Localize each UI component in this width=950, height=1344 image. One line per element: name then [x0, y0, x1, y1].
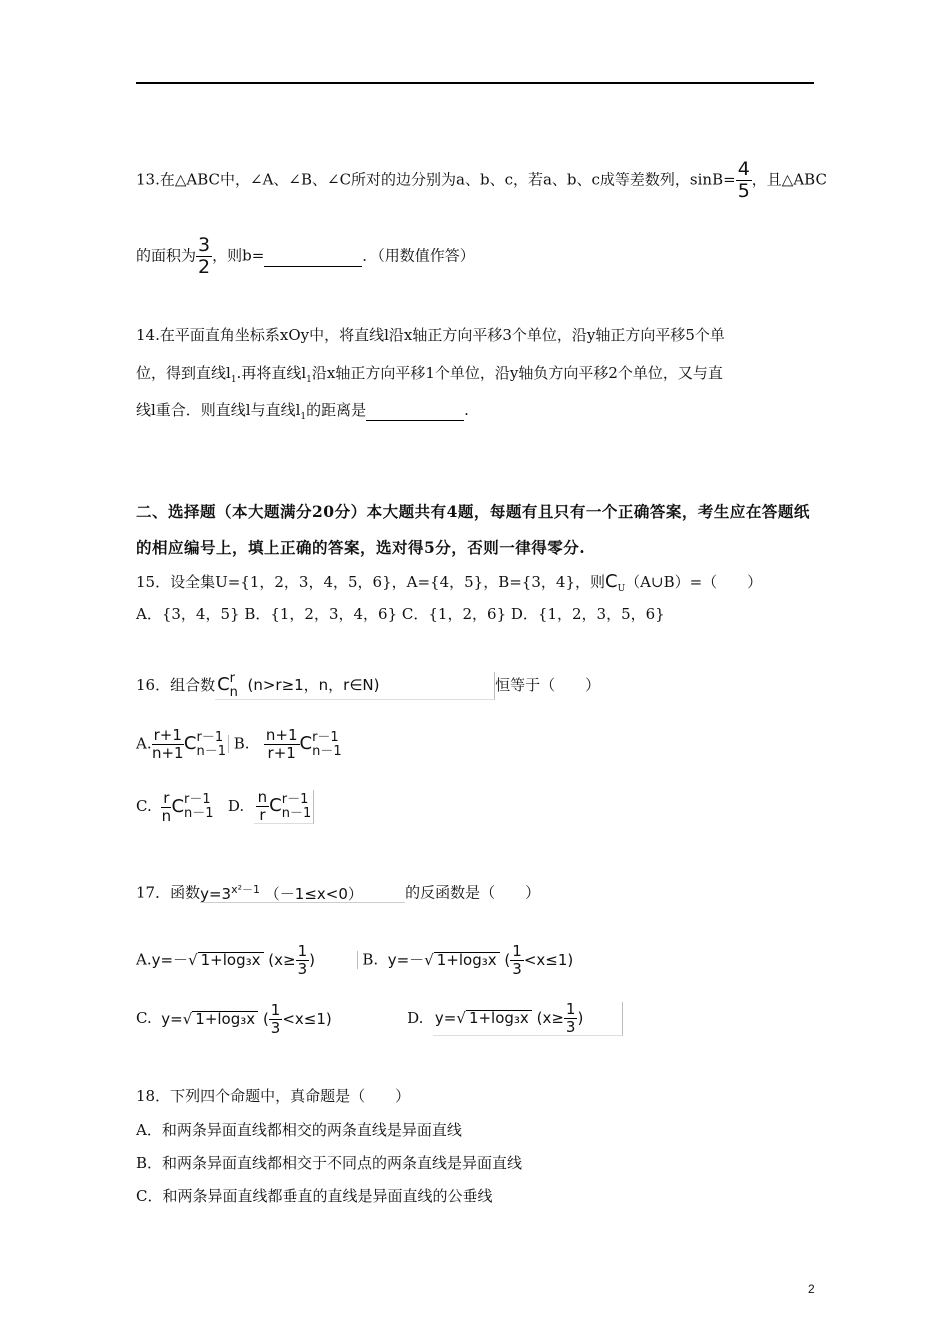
fraction-four-fifths: $\frac{4}{5}$	[737, 158, 750, 202]
page-number: 2	[808, 1282, 815, 1296]
q17-option-c-formula: y=√ 1+log₃x ( $\frac{1}{3}$ <x≤1)	[161, 1000, 332, 1037]
q17-option-d-formula: y=√ 1+log₃x (x≥ $\frac{1}{3}$ )	[433, 1002, 623, 1036]
fraction-three-halves: $\frac{3}{2}$	[198, 234, 211, 278]
q16-options-ab: A. $\frac{r+1}{n+1}$ C r－1 n－1 B. $\frac{n+1}{r+1}$ C r－1 n－1	[136, 726, 342, 762]
q14-line2: 位，得到直线$l_1$.再将直线$l_1$沿x轴正方向平移1个单位，沿y轴负方向平移2个单位，又与直	[136, 364, 723, 385]
answer-blank[interactable]	[366, 405, 464, 421]
q16-options-cd: C. $\frac{r}{n}$ C r－1 n－1 D. $\frac{n}{r}$ C r－1 n－1	[136, 790, 314, 824]
q13-line2: 的面积为 $\frac{3}{2}$ ，则b= ．（用数值作答）	[136, 234, 475, 278]
q17-options-ab: A.y=－√ 1+log₃x (x≥ $\frac{1}{3}$ ) B. y=－√ 1+log₃x ( $\frac{1}{3}$ <x≤1)	[136, 942, 574, 978]
q17-option-a-formula: y=－√ 1+log₃x (x≥ $\frac{1}{3}$ )	[151, 942, 315, 978]
combination-formula-image: C r n (n>r≥1，n，r∈N)	[215, 672, 495, 700]
q18-option-b: B．和两条异面直线都相交于不同点的两条直线是异面直线	[136, 1154, 523, 1172]
q15-stem: 15．设全集U={1，2，3，4，5，6}，A={4，5}，B={3，4}，则$C_U(A\cup B)=$（ ）	[136, 571, 763, 594]
q14-line3: 线l重合．则直线l与直线$l_1$的距离是 .	[136, 401, 469, 422]
q16-option-a-formula: $\frac{r+1}{n+1}$ C r－1 n－1	[151, 726, 226, 762]
complement-symbol: C	[605, 571, 618, 592]
q14-line1: 14.在平面直角坐标系xOy中，将直线l沿x轴正方向平移3个单位，沿y轴正方向平移5个单	[136, 326, 725, 344]
q16-option-b-formula: $\frac{n+1}{r+1}$ C r－1 n－1	[265, 726, 342, 762]
q16-stem: 16．组合数 C r n (n>r≥1，n，r∈N) 恒等于（ ）	[136, 671, 601, 700]
q17-option-b-formula: y=－√ 1+log₃x ( $\frac{1}{3}$ <x≤1)	[387, 942, 574, 978]
q16-option-d-formula: $\frac{n}{r}$ C r－1 n－1	[254, 790, 315, 824]
answer-blank[interactable]	[264, 251, 362, 267]
header-rule	[136, 82, 814, 84]
q16-option-c-formula: $\frac{r}{n}$ C r－1 n－1	[161, 788, 214, 825]
section-heading-line2: 的相应编号上，填上正确的答案，选对得5分，否则一律得零分.	[136, 538, 586, 557]
exponential-function-image: $y=3^{x^2-1}$ （－1≤x<0）	[200, 884, 405, 903]
q15-options: A．{3，4，5} B．{1，2，3，4，6} C．{1，2，6} D．{1，2，3，5，6}	[136, 605, 665, 623]
q17-stem: 17．函数$y=3^{x^2-1}$ （－1≤x<0） 的反函数是（ ）	[136, 883, 541, 903]
q17-options-cd: C. y=√ 1+log₃x ( $\frac{1}{3}$ <x≤1) D. y=√ 1+log₃x (x≥ $\frac{1}{3}$ )	[136, 1002, 623, 1036]
q13-line1: 13.在△ABC中，∠A、∠B、∠C所对的边分别为a、b、c，若a、b、c成等差数列，sinB= $\frac{4}{5}$ ，且△ABC	[136, 158, 827, 202]
section-heading-line1: 二、选择题（本大题满分20分）本大题共有4题，每题有且只有一个正确答案，考生应在答题纸	[136, 502, 810, 521]
q18-stem: 18．下列四个命题中，真命题是（ ）	[136, 1087, 411, 1105]
q18-option-a: A．和两条异面直线都相交的两条直线是异面直线	[136, 1121, 462, 1139]
q18-option-c: C．和两条异面直线都垂直的直线是异面直线的公垂线	[136, 1187, 493, 1205]
